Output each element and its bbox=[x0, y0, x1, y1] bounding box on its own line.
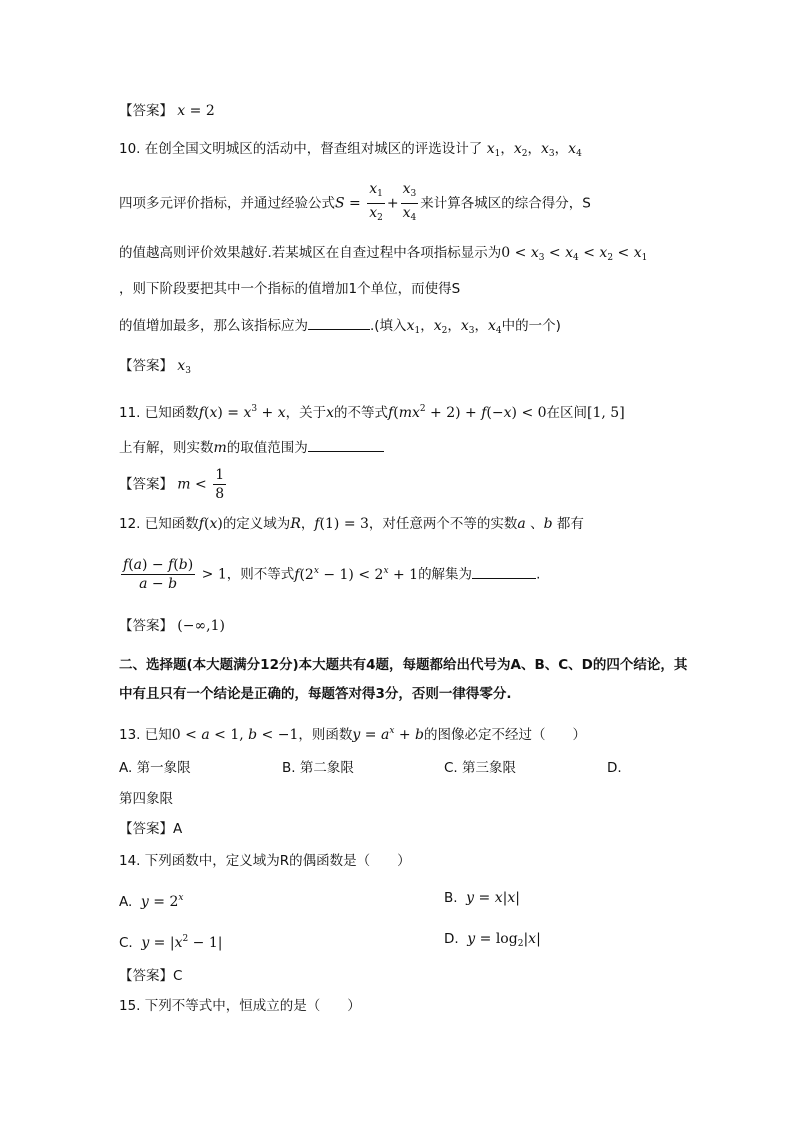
q11-line1-post: 在区间 bbox=[546, 405, 588, 421]
q13-option-d-cont: 第四象限 bbox=[119, 791, 173, 807]
q12-line1-mid: 的定义域为 bbox=[222, 516, 291, 532]
q10-line3 bbox=[119, 243, 647, 268]
q14-option-a: A. $y = 2^x$ bbox=[119, 893, 184, 910]
q12-line2: $\frac{f(a) - f(b)}{a - b}$ > 1，则不等式$f(2^x - 1) < 2^x + 1$的解集为 . bbox=[123, 557, 541, 592]
q13-pre: 已知 bbox=[144, 727, 172, 743]
q9-answer: 【答案】 x = 2 bbox=[119, 103, 215, 119]
q10-line2-post: 来计算各城区的综合得分，S bbox=[420, 195, 591, 212]
q12-number: 12. bbox=[119, 516, 141, 532]
inequality-chain: $0 < x_3 < x_4 < x_2 < x_1$ bbox=[501, 245, 648, 263]
q12-line1-pre: 已知函数 bbox=[144, 516, 199, 532]
q15-text: 下列不等式中，恒成立的是（ ） bbox=[144, 998, 361, 1014]
answer-label: 【答案】 bbox=[119, 358, 173, 374]
q12-line1-mid2: ， bbox=[300, 516, 315, 532]
inequality: $f(mx^2 + 2) + f(-x) < 0$ bbox=[388, 404, 547, 421]
q11-line1-mid: ，关于 bbox=[285, 405, 327, 421]
q14-answer-value: C bbox=[173, 968, 183, 984]
q13-post: 的图像必定不经过（ ） bbox=[424, 727, 586, 743]
q10-line5: 的值增加最多，那么该指标应为 .(填入$x_1$，$x_2$，$x_3$，$x_4$中的一个) bbox=[119, 315, 561, 341]
q14-answer bbox=[119, 966, 182, 986]
q13-option-d: D. bbox=[607, 760, 622, 776]
answer-blank bbox=[472, 564, 536, 579]
answer-label: 【答案】 bbox=[119, 103, 173, 119]
q13-mid: ，则函数 bbox=[298, 727, 353, 743]
q11-answer: 【答案】 m < $\frac{1}{8}$ bbox=[119, 467, 225, 502]
q10-line2-pre: 四项多元评价指标，并通过经验公式 bbox=[119, 195, 335, 212]
fraction-x3-x4: $\frac{x_3}{x_4}$ bbox=[402, 181, 417, 223]
answer-label: 【答案】 bbox=[119, 821, 173, 837]
q13-number: 13. bbox=[119, 727, 141, 743]
q15-stem bbox=[119, 996, 361, 1016]
q13-stem: 13. 已知0 < a < 1, b < −1，则函数$y = a^x + b$的图像必定不经过（ ） bbox=[119, 726, 586, 743]
q14-option-d: D. $y = \log_2|x|$ bbox=[444, 931, 541, 949]
q10-line5-end: 中的一个) bbox=[501, 318, 561, 334]
answer-label: 【答案】 bbox=[119, 476, 173, 493]
q10-line4 bbox=[119, 279, 460, 299]
q12-answer bbox=[119, 616, 225, 636]
answer-blank bbox=[308, 437, 384, 452]
q10-line5-pre: 的值增加最多，那么该指标应为 bbox=[119, 318, 308, 334]
q14-option-b: B. y = x|x| bbox=[444, 890, 520, 906]
function-def: $f(x) = x^3 + x$ bbox=[198, 404, 286, 421]
q11-line2: 上有解，则实数m的取值范围为 bbox=[119, 437, 384, 458]
q13-answer-value: A bbox=[173, 821, 183, 837]
fraction-difference-quotient: $\frac{f(a) - f(b)}{a - b}$ bbox=[123, 557, 194, 592]
formula-s: S bbox=[335, 195, 345, 212]
q10-line1: 10. 在创全国文明城区的活动中，督查组对城区的评选设计了 $x_1$，$x_2$，$x_3$，$x_4$ bbox=[119, 141, 582, 159]
q13-option-b: B. 第二象限 bbox=[282, 760, 354, 776]
q9-answer-math: x bbox=[177, 103, 186, 119]
q11-line2-pre: 上有解，则实数 bbox=[119, 440, 214, 456]
q10-line2: 四项多元评价指标，并通过经验公式S = $\frac{x_1}{x_2}$ + $\frac{x_3}{x_4}$ 来计算各城区的综合得分，S bbox=[119, 180, 591, 227]
q10-line3-text: 的值越高则评价效果越好.若某城区在自查过程中各项指标显示为 bbox=[119, 245, 502, 261]
interval: [1, 5] bbox=[587, 405, 625, 421]
q13-option-c: C. 第三象限 bbox=[444, 760, 517, 776]
q12-answer-math: (−∞,1) bbox=[177, 618, 225, 634]
q11-line1-pre: 已知函数 bbox=[144, 405, 199, 421]
q13-answer bbox=[119, 819, 182, 839]
q11-answer-math: m bbox=[177, 476, 191, 493]
q10-answer bbox=[119, 356, 191, 381]
q10-line5-post: .(填入 bbox=[370, 318, 407, 334]
q14-option-c: C. $y = |x^2 - 1|$ bbox=[119, 934, 223, 951]
q14-text: 下列函数中，定义域为R的偶函数是（ ） bbox=[144, 853, 411, 869]
answer-label: 【答案】 bbox=[119, 618, 173, 634]
q12-line2-post: 的解集为 bbox=[418, 566, 473, 583]
q10-line4-text: ，则下阶段要把其中一个指标的值增加1个单位，而使得S bbox=[119, 281, 461, 297]
inequality: $f(2^x - 1) < 2^x + 1$ bbox=[294, 565, 419, 583]
fraction-1-8: $\frac{1}{8}$ bbox=[215, 467, 225, 502]
q10-line1-text: 在创全国文明城区的活动中，督查组对城区的评选设计了 bbox=[144, 141, 483, 157]
section2-line1: 二、选择题(本大题满分12分)本大题共有4题，每题都给出代号为A、B、C、D的四个结论，其 bbox=[119, 657, 688, 673]
q12-line1: 12. 已知函数f(x)的定义域为R，f(1) = 3，对任意两个不等的实数a 、b 都有 bbox=[119, 516, 584, 532]
q15-number: 15. bbox=[119, 998, 141, 1014]
q11-line2-post: 的取值范围为 bbox=[226, 440, 308, 456]
q11-number: 11. bbox=[119, 405, 141, 421]
q11-line1: 11. 已知函数$f(x) = x^3 + x$，关于x的不等式$f(mx^2 + 2) + f(-x) < 0$在区间[1, 5] bbox=[119, 404, 625, 421]
q13-option-a: A. 第一象限 bbox=[119, 760, 191, 776]
q12-line1-mid3: ，对任意两个不等的实数 bbox=[368, 516, 518, 532]
q12-line2-mid: ，则不等式 bbox=[226, 566, 295, 583]
section2-line2: 中有且只有一个结论是正确的，每题答对得3分，否则一律得零分. bbox=[119, 686, 512, 702]
fraction-x1-x2: $\frac{x_1}{x_2}$ bbox=[369, 181, 383, 223]
answer-label: 【答案】 bbox=[119, 968, 173, 984]
q11-line1-mid2: 的不等式 bbox=[334, 405, 389, 421]
q12-line1-post: 都有 bbox=[556, 516, 584, 532]
q10-number: 10. bbox=[119, 141, 141, 157]
answer-blank bbox=[308, 315, 370, 330]
q14-number: 14. bbox=[119, 853, 141, 869]
q14-stem bbox=[119, 851, 411, 871]
q10-answer-math: $x_3$ bbox=[177, 358, 191, 376]
